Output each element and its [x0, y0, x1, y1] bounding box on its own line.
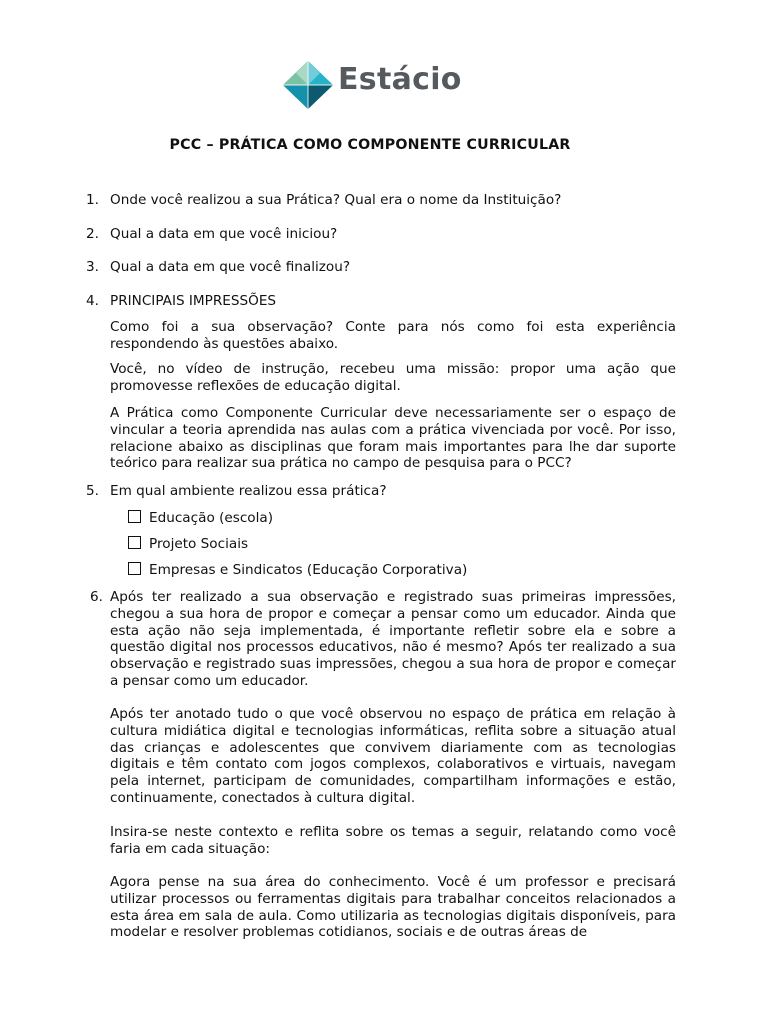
question-number: 2.: [86, 226, 99, 242]
question-text: Qual a data em que você iniciou?: [110, 226, 338, 242]
question-text: Em qual ambiente realizou essa prática?: [110, 483, 387, 499]
option-empresas[interactable]: [128, 562, 467, 580]
option-projeto-sociais[interactable]: [128, 536, 248, 554]
section4-paragraph-2: Você, no vídeo de instrução, recebeu uma missão: propor uma ação que promovesse reflexões de educação digital.: [110, 361, 676, 394]
checkbox[interactable]: [128, 536, 141, 549]
checkbox[interactable]: [128, 562, 141, 575]
question6-paragraph-4: Agora pense na sua área do conhecimento. Você é um professor e precisará utilizar processos ou ferramentas digitais para trabalhar conceitos relacionados a esta área em sala de aula. Como utilizaria as tecnologias digitais disponíveis, para modelar e resolver problemas cotidianos, sociais e de outras áreas de: [110, 874, 676, 941]
question-number: 4.: [86, 293, 99, 309]
question-number: 5.: [86, 483, 99, 499]
document-title: PCC – PRÁTICA COMO COMPONENTE CURRICULAR: [169, 137, 571, 153]
question-text: PRINCIPAIS IMPRESSÕES: [110, 293, 277, 309]
section4-paragraph-3: A Prática como Componente Curricular deve necessariamente ser o espaço de vincular a teoria aprendida nas aulas com a prática vivenciada por você. Por isso, relacione abaixo as disciplinas que foram mais importantes para lhe dar suporte teórico para realizar sua prática no campo de pesquisa para o PCC?: [110, 405, 676, 472]
option-label: Educação (escola): [149, 510, 274, 526]
option-label: Empresas e Sindicatos (Educação Corporativa): [149, 562, 468, 578]
question-text: Qual a data em que você finalizou?: [110, 259, 351, 275]
checkbox[interactable]: [128, 510, 141, 523]
question-number: 3.: [86, 259, 99, 275]
option-educacao[interactable]: [128, 510, 273, 528]
section4-paragraph-1: Como foi a sua observação? Conte para nós como foi esta experiência respondendo às questões abaixo.: [110, 319, 676, 352]
logo-text: Estácio: [338, 62, 462, 97]
diamond-logo-icon: [282, 60, 334, 110]
question6-paragraph-2: Após ter anotado tudo o que você observou no espaço de prática em relação à cultura midiática digital e tecnologias informáticas, reflita sobre a situação atual das crianças e adolescentes que convivem diariamente com as tecnologias digitais e têm contato com jogos complexos, colaborativos e virtuais, navegam pela internet, participam de comunidades, compartilham informações e estão, continuamente, conectados à cultura digital.: [110, 706, 676, 806]
estacio-logo: [282, 60, 462, 110]
question-number: 1.: [86, 192, 99, 208]
option-label: Projeto Sociais: [149, 536, 249, 552]
question-number: 6.: [90, 589, 103, 605]
question6-paragraph-3: Insira-se neste contexto e reflita sobre os temas a seguir, relatando como você faria em cada situação:: [110, 824, 676, 857]
question6-paragraph-1: Após ter realizado a sua observação e registrado suas primeiras impressões, chegou a sua hora de propor e começar a pensar como um educador. Ainda que esta ação não seja implementada, é importante refletir sobre ela e sobre a questão digital nos processos educativos, não é mesmo? Após ter realizado a sua observação e registrado suas impressões, chegou a sua hora de propor e começar a pensar como um educador.: [110, 589, 676, 689]
question-text: Onde você realizou a sua Prática? Qual era o nome da Instituição?: [110, 192, 562, 208]
